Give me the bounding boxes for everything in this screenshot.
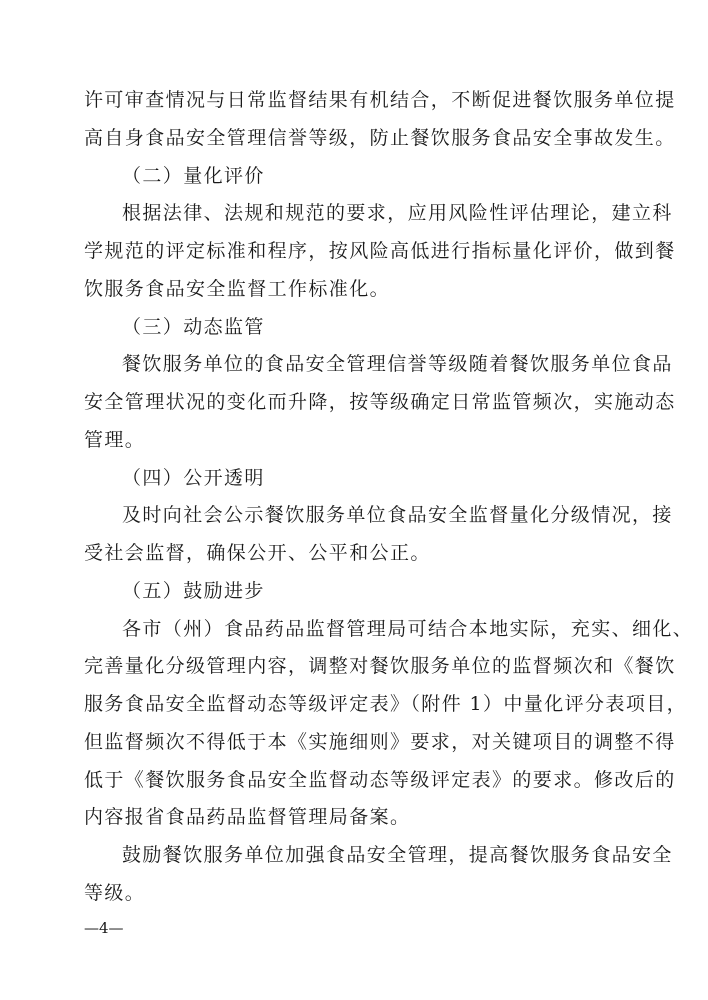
body-line: 餐饮服务单位的食品安全管理信誉等级随着餐饮服务单位食品 bbox=[122, 353, 673, 376]
body-line: 鼓励餐饮服务单位加强食品安全管理，提高餐饮服务食品安全 bbox=[122, 844, 673, 867]
body-line: 及时向社会公示餐饮服务单位食品安全监督量化分级情况，接 bbox=[122, 504, 673, 527]
body-line: 各市（州）食品药品监督管理局可结合本地实际，充实、细化、 bbox=[122, 617, 694, 640]
body-line: 学规范的评定标准和程序，按风险高低进行指标量化评价，做到餐 bbox=[84, 240, 676, 263]
body-line: 完善量化分级管理内容，调整对餐饮服务单位的监督频次和《餐饮 bbox=[84, 655, 676, 678]
page-number: —4— bbox=[84, 919, 124, 937]
body-line: 高自身食品安全管理信誉等级，防止餐饮服务食品安全事故发生。 bbox=[84, 126, 676, 149]
body-line: 服务食品安全监督动态等级评定表》（附件 1）中量化评分表项目， bbox=[84, 693, 688, 716]
body-line: 受社会监督，确保公开、公平和公正。 bbox=[84, 542, 431, 565]
body-line: 饮服务食品安全监督工作标准化。 bbox=[84, 277, 391, 300]
section-heading-5: （五）鼓励进步 bbox=[122, 579, 265, 602]
body-line: 等级。 bbox=[84, 882, 146, 904]
body-line: 许可审查情况与日常监督结果有机结合，不断促进餐饮服务单位提 bbox=[84, 89, 676, 111]
body-line: 安全管理状况的变化而升降，按等级确定日常监管频次，实施动态 bbox=[84, 391, 676, 414]
body-line: 内容报省食品药品监督管理局备案。 bbox=[84, 806, 411, 829]
body-line: 但监督频次不得低于本《实施细则》要求，对关键项目的调整不得 bbox=[84, 730, 676, 753]
section-heading-2: （二）量化评价 bbox=[122, 164, 265, 187]
body-line: 根据法律、法规和规范的要求，应用风险性评估理论，建立科 bbox=[122, 202, 673, 225]
body-line: 低于《餐饮服务食品安全监督动态等级评定表》的要求。修改后的 bbox=[84, 768, 676, 791]
section-heading-4: （四）公开透明 bbox=[122, 466, 265, 489]
body-line: 管理。 bbox=[84, 428, 146, 451]
section-heading-3: （三）动态监管 bbox=[122, 315, 265, 338]
